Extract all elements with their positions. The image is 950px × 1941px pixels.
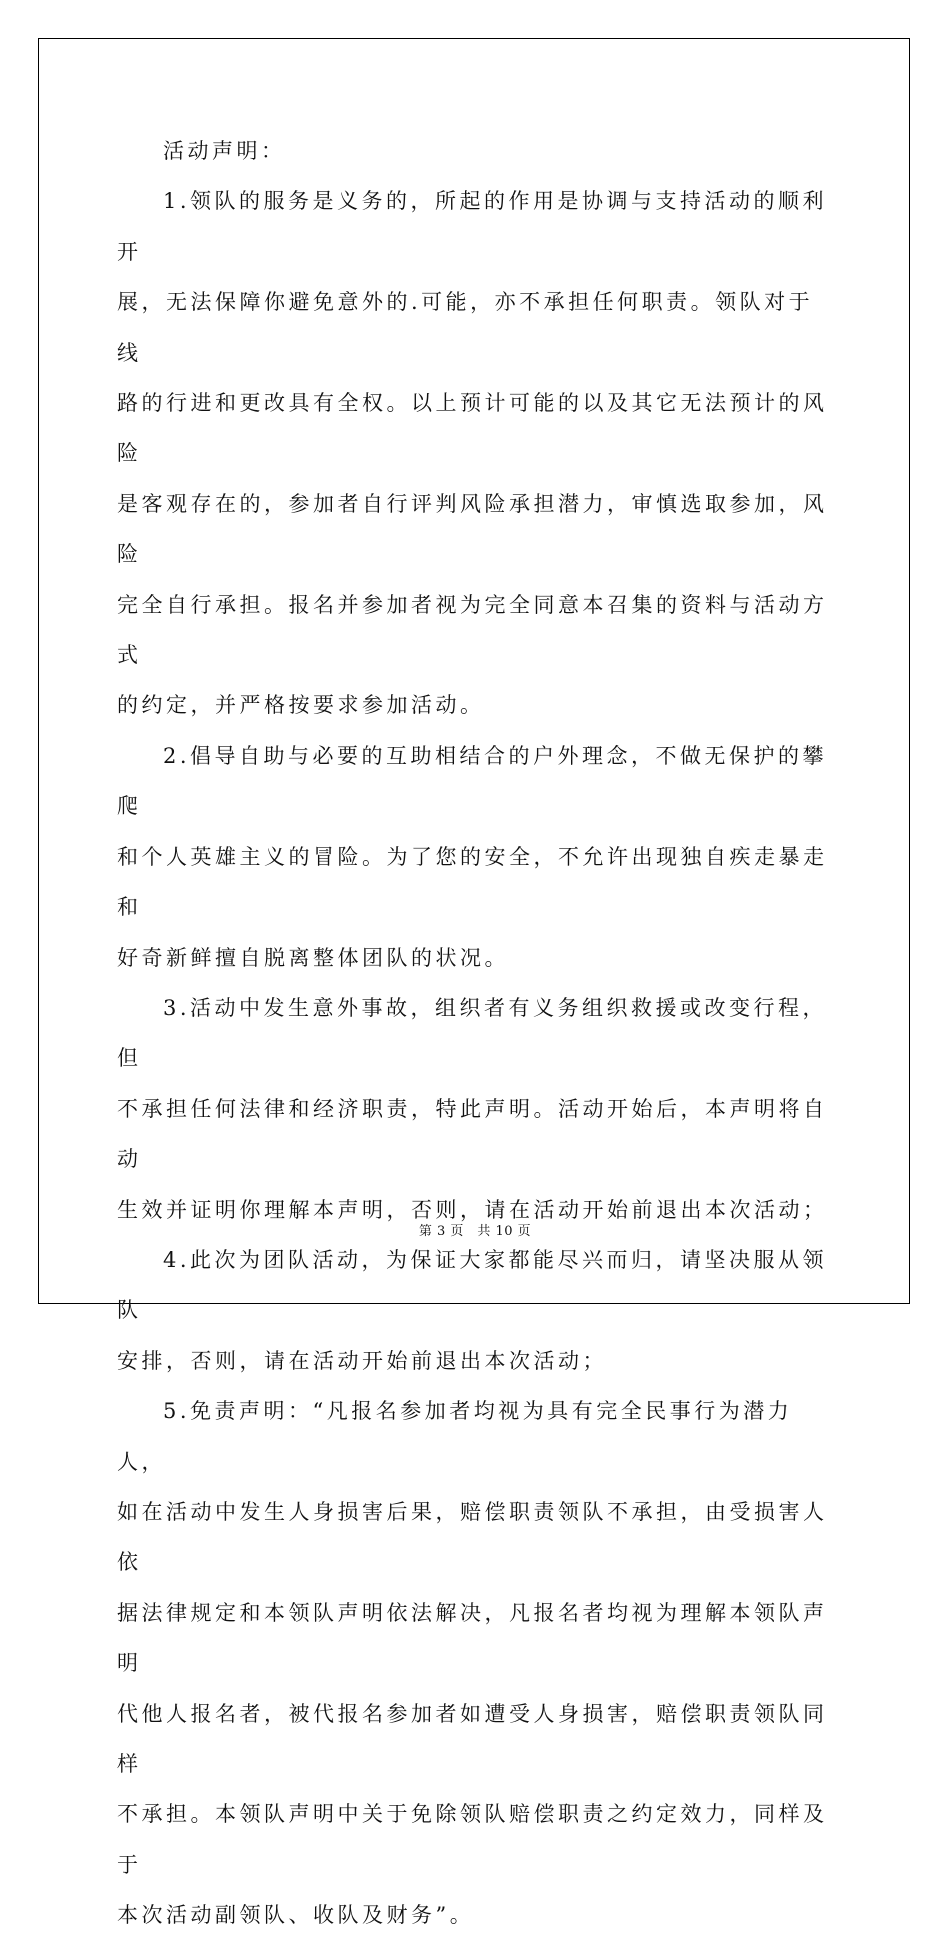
paragraph-3: [117, 983, 835, 1235]
paragraph-line: 4.此次为团队活动，为保证大家都能尽兴而归，请坚决服从领队: [117, 1247, 828, 1323]
paragraph-line: 本次活动副领队、收队及财务”。: [117, 1903, 475, 1928]
paragraph-line: 路的行进和更改具有全权。以上预计可能的以及其它无法预计的风险: [117, 391, 828, 466]
paragraph-line: 2.倡导自助与必要的互助相结合的户外理念，不做无保护的攀爬: [117, 743, 828, 819]
paragraph-line: 3.活动中发生意外事故，组织者有义务组织救援或改变行程，但: [117, 995, 828, 1071]
paragraph-1: [117, 176, 835, 730]
paragraph-line: 5.免责声明：“凡报名参加者均视为具有完全民事行为潜力人，: [117, 1399, 793, 1474]
paragraph-line: 的约定，并严格按要求参加活动。: [117, 693, 485, 718]
document-heading: 活动声明：: [163, 139, 286, 163]
page-number-footer: 第 3 页 共 10 页: [418, 1224, 532, 1239]
paragraph-line: 是客观存在的，参加者自行评判风险承担潜力，审慎选取参加，风险: [117, 491, 828, 567]
paragraph-line: 完全自行承担。报名并参加者视为完全同意本召集的资料与活动方式: [117, 592, 828, 668]
paragraph-line: 展，无法保障你避免意外的.可能，亦不承担任何职责。领队对于线: [117, 290, 814, 365]
paragraph-2: [117, 731, 835, 983]
paragraph-line: 不承担任何法律和经济职责，特此声明。活动开始后，本声明将自动: [117, 1096, 828, 1172]
paragraph-line: 代他人报名者，被代报名参加者如遭受人身损害，赔偿职责领队同样: [117, 1701, 828, 1776]
paragraph-line: 好奇新鲜擅自脱离整体团队的状况。: [117, 945, 509, 970]
paragraph-5: [117, 1386, 835, 1940]
paragraph-line: 1.领队的服务是义务的，所起的作用是协调与支持活动的顺利开: [117, 189, 828, 264]
paragraph-line: 和个人英雄主义的冒险。为了您的安全，不允许出现独自疾走暴走和: [117, 844, 828, 920]
paragraph-line: 据法律规定和本领队声明依法解决，凡报名者均视为理解本领队声明: [117, 1600, 828, 1676]
paragraph-line: 不承担。本领队声明中关于免除领队赔偿职责之约定效力，同样及于: [117, 1802, 828, 1877]
paragraph-line: 安排，否则，请在活动开始前退出本次活动；: [117, 1348, 607, 1373]
document-body: [117, 126, 835, 1941]
paragraph-4: [117, 1235, 835, 1386]
paragraph-line: 如在活动中发生人身损害后果，赔偿职责领队不承担，由受损害人依: [117, 1499, 828, 1575]
paragraph-line: 生效并证明你理解本声明，否则，请在活动开始前退出本次活动；: [117, 1197, 828, 1222]
